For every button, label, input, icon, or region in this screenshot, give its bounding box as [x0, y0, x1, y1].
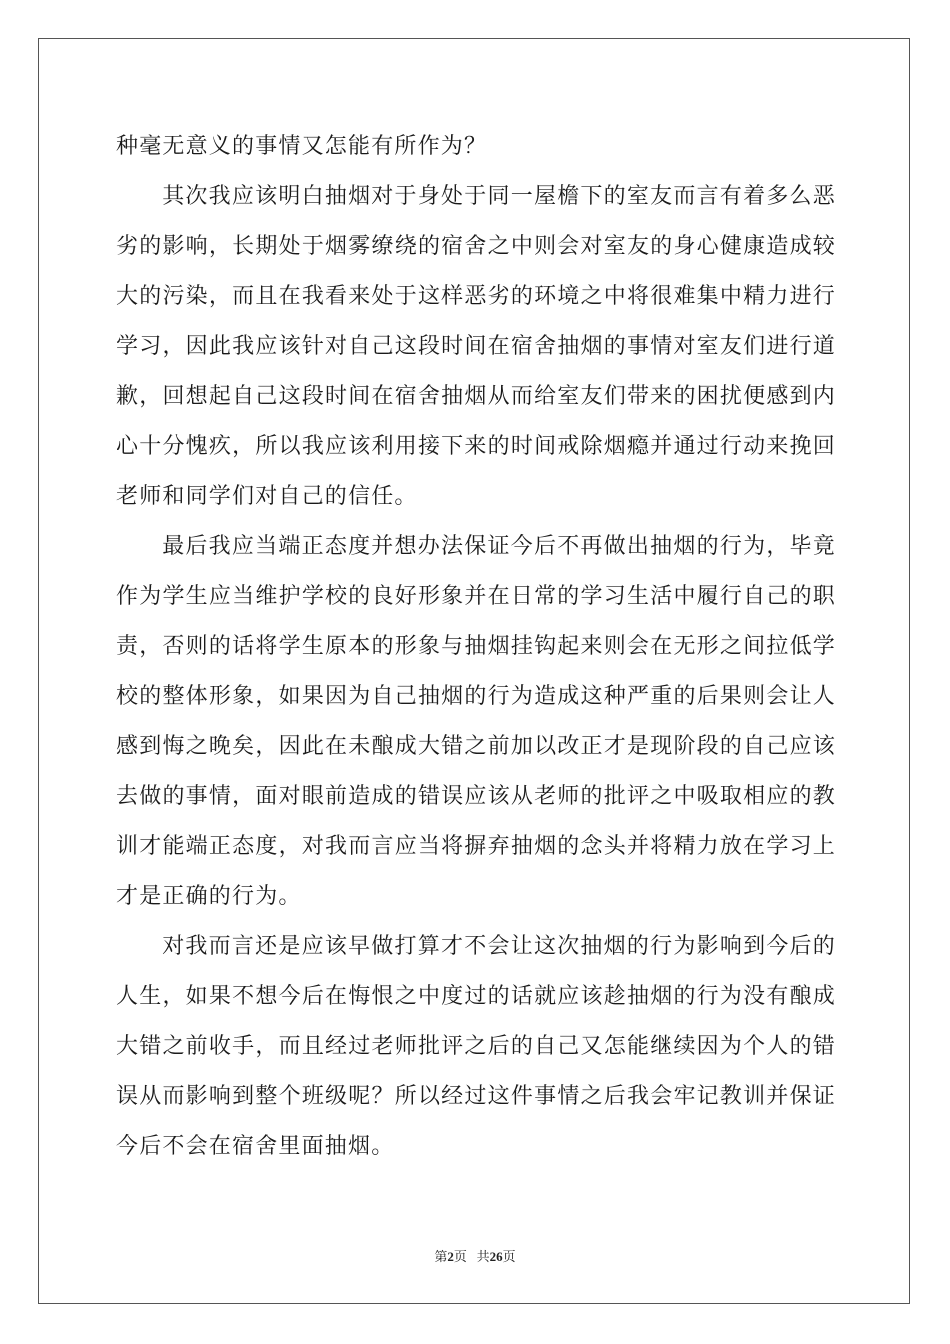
- paragraph-4: 对我而言还是应该早做打算才不会让这次抽烟的行为影响到今后的人生，如果不想今后在悔恨之中度过的话就应该趁抽烟的行为没有酿成大错之前收手，而且经过老师批评之后的自己又怎能继续因为个人的错误从而影响到整个班级呢？所以经过这件事情之后我会牢记教训并保证今后不会在宿舍里面抽烟。: [116, 934, 836, 1159]
- footer-total-prefix: 共: [476, 1249, 490, 1264]
- paragraph-3: 最后我应当端正态度并想办法保证今后不再做出抽烟的行为，毕竟作为学生应当维护学校的良好形象并在日常的学习生活中履行自己的职责，否则的话将学生原本的形象与抽烟挂钩起来则会在无形之间拉低学校的整体形象，如果因为自己抽烟的行为造成这种严重的后果则会让人感到悔之晚矣，因此在未酿成大错之前加以改正才是现阶段的自己应该去做的事情，面对眼前造成的错误应该从老师的批评之中吸取相应的教训才能端正态度，对我而言应当将摒弃抽烟的念头并将精力放在学习上才是正确的行为。: [116, 534, 836, 909]
- document-body: [116, 122, 836, 1172]
- footer-page-suffix: 页: [453, 1249, 467, 1264]
- current-page-number: 2: [447, 1249, 454, 1264]
- paragraph-1: 种毫无意义的事情又怎能有所作为？: [116, 134, 488, 159]
- paragraph-2: 其次我应该明白抽烟对于身处于同一屋檐下的室友而言有着多么恶劣的影响，长期处于烟雾缭绕的宿舍之中则会对室友的身心健康造成较大的污染，而且在我看来处于这样恶劣的环境之中将很难集中精力进行学习，因此我应该针对自己这段时间在宿舍抽烟的事情对室友们进行道歉，回想起自己这段时间在宿舍抽烟从而给室友们带来的困扰便感到内心十分愧疚，所以我应该利用接下来的时间戒除烟瘾并通过行动来挽回老师和同学们对自己的信任。: [116, 184, 836, 509]
- footer-prefix: 第: [434, 1249, 448, 1264]
- footer-total-suffix: 页: [502, 1249, 516, 1264]
- page-footer: [0, 1246, 950, 1265]
- total-pages-number: 26: [489, 1249, 503, 1264]
